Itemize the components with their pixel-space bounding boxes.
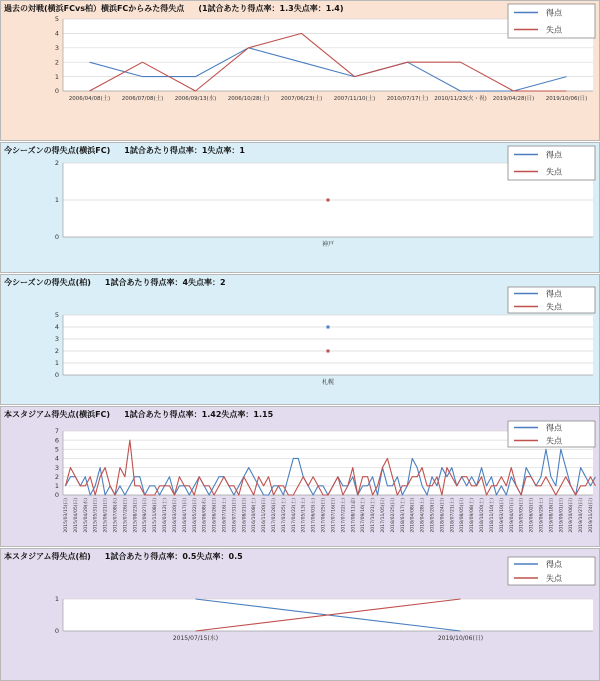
x-tick-label: 2007/11/10(土) — [333, 96, 376, 102]
panel-season-kashiwa — [0, 274, 600, 405]
x-tick-label: 2017/07/22(土) — [341, 498, 347, 533]
x-tick-label: 2015/03/15(日) — [63, 498, 69, 533]
x-tick-label: 2019/06/02(日) — [529, 498, 535, 533]
y-tick-label: 1 — [54, 72, 59, 81]
legend-label: 得点 — [546, 150, 562, 160]
legend-label: 得点 — [546, 8, 562, 18]
x-tick-label: 2016/08/21(日) — [242, 498, 248, 533]
y-tick-label: 7 — [54, 427, 59, 436]
x-tick-label: 2018/10/20(土) — [480, 498, 486, 533]
y-tick-label: 0 — [54, 233, 59, 242]
x-tick-label: 2017/09/16(土) — [361, 498, 367, 533]
panel-title-text: 今シーズンの得失点(柏) — [4, 278, 91, 287]
x-tick-label: 2015/04/29(水) — [83, 498, 89, 533]
y-tick-label: 5 — [54, 445, 59, 454]
x-tick-label: 2016/07/31(日) — [232, 498, 238, 533]
x-tick-label: 2007/06/23(土) — [280, 96, 323, 102]
x-tick-label: 札幌 — [321, 379, 335, 386]
y-tick-label: 3 — [54, 44, 59, 52]
panel-title-text: 今シーズンの得失点(横浜FC) — [4, 146, 111, 155]
y-tick-label: 0 — [54, 371, 59, 380]
past-matches-chart — [1, 1, 599, 140]
x-tick-label: 2016/06/26(日) — [212, 498, 218, 533]
x-tick-label: 2019/09/01(日) — [559, 498, 565, 533]
x-tick-label: 2015/06/21(日) — [103, 498, 109, 533]
x-tick-label: 2018/03/17(土) — [400, 498, 406, 533]
y-tick-label: 4 — [54, 454, 59, 463]
y-tick-label: 4 — [54, 323, 59, 332]
y-tick-label: 3 — [54, 335, 59, 344]
x-tick-label: 2017/02/26(日) — [272, 498, 278, 533]
legend-label: 得点 — [546, 560, 562, 569]
x-tick-label: 2018/07/21(土) — [450, 498, 456, 533]
x-tick-label: 2017/06/03(土) — [311, 498, 317, 533]
x-tick-label: 2006/07/08(土) — [121, 96, 164, 102]
legend-label: 得点 — [546, 423, 562, 433]
y-tick-label: 2 — [54, 347, 59, 356]
season-kashiwa-chart — [1, 275, 599, 404]
x-tick-label: 2018/05/20(日) — [430, 498, 436, 533]
x-tick-label: 2019/06/29(土) — [539, 498, 545, 533]
panel-stats: (1試合あたり得点率：1.3失点率：1.4) — [198, 4, 344, 13]
panel-title-text: 本スタジアム得失点(柏) — [4, 552, 91, 561]
x-tick-label: 2018/04/08(日) — [410, 498, 416, 533]
panel-stadium-kashiwa — [0, 548, 600, 681]
stadium-kashiwa-chart — [1, 549, 599, 680]
x-tick-label: 2019/03/10(日) — [499, 498, 505, 533]
x-tick-label: 2019/05/05(日) — [519, 498, 525, 533]
x-tick-label: 2017/11/05(日) — [380, 498, 386, 533]
x-tick-label: 2018/09/08(土) — [470, 498, 476, 533]
x-tick-label: 2019/10/06(日) — [569, 498, 575, 533]
x-tick-label: 2006/09/13(水) — [174, 96, 217, 102]
data-point — [327, 199, 330, 202]
y-tick-label: 0 — [54, 491, 59, 500]
legend-label: 失点 — [546, 302, 562, 312]
x-tick-label: 2019/08/18(日) — [549, 498, 555, 533]
panel-stats: 1試合あたり得点率：0.5失点率：0.5 — [104, 552, 243, 561]
y-tick-label: 5 — [54, 311, 59, 320]
x-tick-label: 2016/06/08(水) — [202, 498, 208, 533]
x-tick-label: 2016/03/12(土) — [163, 498, 169, 533]
x-tick-label: 2019/04/07(日) — [509, 497, 515, 533]
panel-stadium-yokohama — [0, 406, 600, 547]
y-tick-label: 2 — [54, 58, 59, 67]
x-tick-label: 2019/11/24(日) — [589, 498, 595, 533]
x-tick-label: 2006/10/28(土) — [227, 96, 270, 102]
y-tick-label: 1 — [54, 196, 59, 205]
x-tick-label: 2018/08/05(日) — [460, 498, 466, 533]
stadium-yokohama-chart — [1, 407, 599, 546]
panel-past-matches — [0, 0, 600, 141]
y-tick-label: 6 — [54, 436, 59, 445]
data-point — [327, 326, 330, 329]
panel-stats: 1試合あたり得点率：4失点率：2 — [104, 278, 226, 287]
x-tick-label: 2018/06/24(日) — [440, 498, 446, 533]
x-tick-label: 2019/10/27(日) — [579, 498, 585, 533]
y-tick-label: 5 — [54, 15, 59, 24]
x-tick-label: 2017/08/11(金) — [351, 498, 357, 533]
panel-stats: 1試合あたり得点率：1失点率：1 — [124, 146, 245, 155]
x-tick-label: 2015/07/26(日) — [123, 498, 129, 533]
x-tick-label: 2016/04/17(日) — [182, 498, 188, 533]
x-tick-label: 2015/09/27(日) — [143, 498, 149, 533]
panel-title-text: 過去の対戦(横浜FCvs柏）横浜FCからみた得失点 — [4, 4, 185, 13]
x-tick-label: 2016/05/22(日) — [192, 498, 198, 533]
x-tick-label: 2017/03/25(土) — [281, 498, 287, 533]
x-tick-label: 2019/10/06(日) — [545, 96, 588, 102]
panel-title-text: 本スタジアム得失点(横浜FC) — [4, 410, 111, 419]
panel-season-yokohama — [0, 142, 600, 273]
panel-stats: 1試合あたり得点率：1.42失点率：1.15 — [124, 410, 274, 419]
x-tick-label: 2015/11/08(日) — [153, 498, 159, 533]
x-tick-label: 2019/04/28(日) — [492, 96, 535, 102]
x-tick-label: 2018/11/10(土) — [489, 498, 495, 533]
data-point — [327, 350, 330, 353]
x-tick-label: 2017/04/22(土) — [291, 498, 297, 533]
y-tick-label: 1 — [54, 359, 59, 368]
x-tick-label: 神戸 — [321, 241, 335, 248]
x-tick-label: 2006/04/08(土) — [68, 96, 111, 102]
legend-label: 失点 — [546, 436, 562, 446]
y-tick-label: 0 — [54, 87, 59, 96]
season-yokohama-chart — [1, 143, 599, 272]
x-tick-label: 2017/06/25(日) — [321, 498, 327, 533]
x-tick-label: 2015/08/23(日) — [133, 498, 139, 533]
y-tick-label: 2 — [54, 472, 59, 481]
x-tick-label: 2018/02/25(日) — [390, 498, 396, 533]
x-tick-label: 2015/05/31(日) — [93, 498, 99, 533]
x-tick-label: 2016/03/20(日) — [172, 498, 178, 533]
plot-area — [63, 315, 593, 375]
y-tick-label: 2 — [54, 159, 59, 168]
legend-label: 失点 — [546, 574, 562, 583]
x-tick-label: 2019/10/06(日) — [437, 635, 484, 642]
legend-label: 失点 — [546, 25, 562, 35]
y-tick-label: 1 — [54, 595, 59, 604]
x-tick-label: 2018/04/28(土) — [420, 498, 426, 533]
x-tick-label: 2017/05/13(土) — [301, 498, 307, 533]
x-tick-label: 2016/11/20(日) — [262, 498, 268, 533]
y-tick-label: 4 — [54, 29, 59, 38]
legend-label: 得点 — [546, 289, 562, 299]
y-tick-label: 3 — [54, 463, 59, 472]
x-tick-label: 2017/10/21(土) — [371, 498, 377, 533]
y-tick-label: 0 — [54, 627, 59, 636]
x-tick-label: 2015/07/08(水) — [113, 498, 119, 533]
x-tick-label: 2015/07/15(水) — [172, 635, 219, 642]
x-tick-label: 2016/10/08(土) — [252, 498, 258, 533]
y-tick-label: 1 — [54, 482, 59, 491]
x-tick-label: 2010/07/17(土) — [386, 96, 429, 102]
x-tick-label: 2017/07/16(日) — [331, 498, 337, 533]
x-tick-label: 2016/07/16(土) — [222, 498, 228, 533]
x-tick-label: 2015/04/05(日) — [73, 498, 79, 533]
legend-label: 失点 — [546, 167, 562, 177]
x-tick-label: 2010/11/23(火・祝) — [434, 96, 487, 102]
